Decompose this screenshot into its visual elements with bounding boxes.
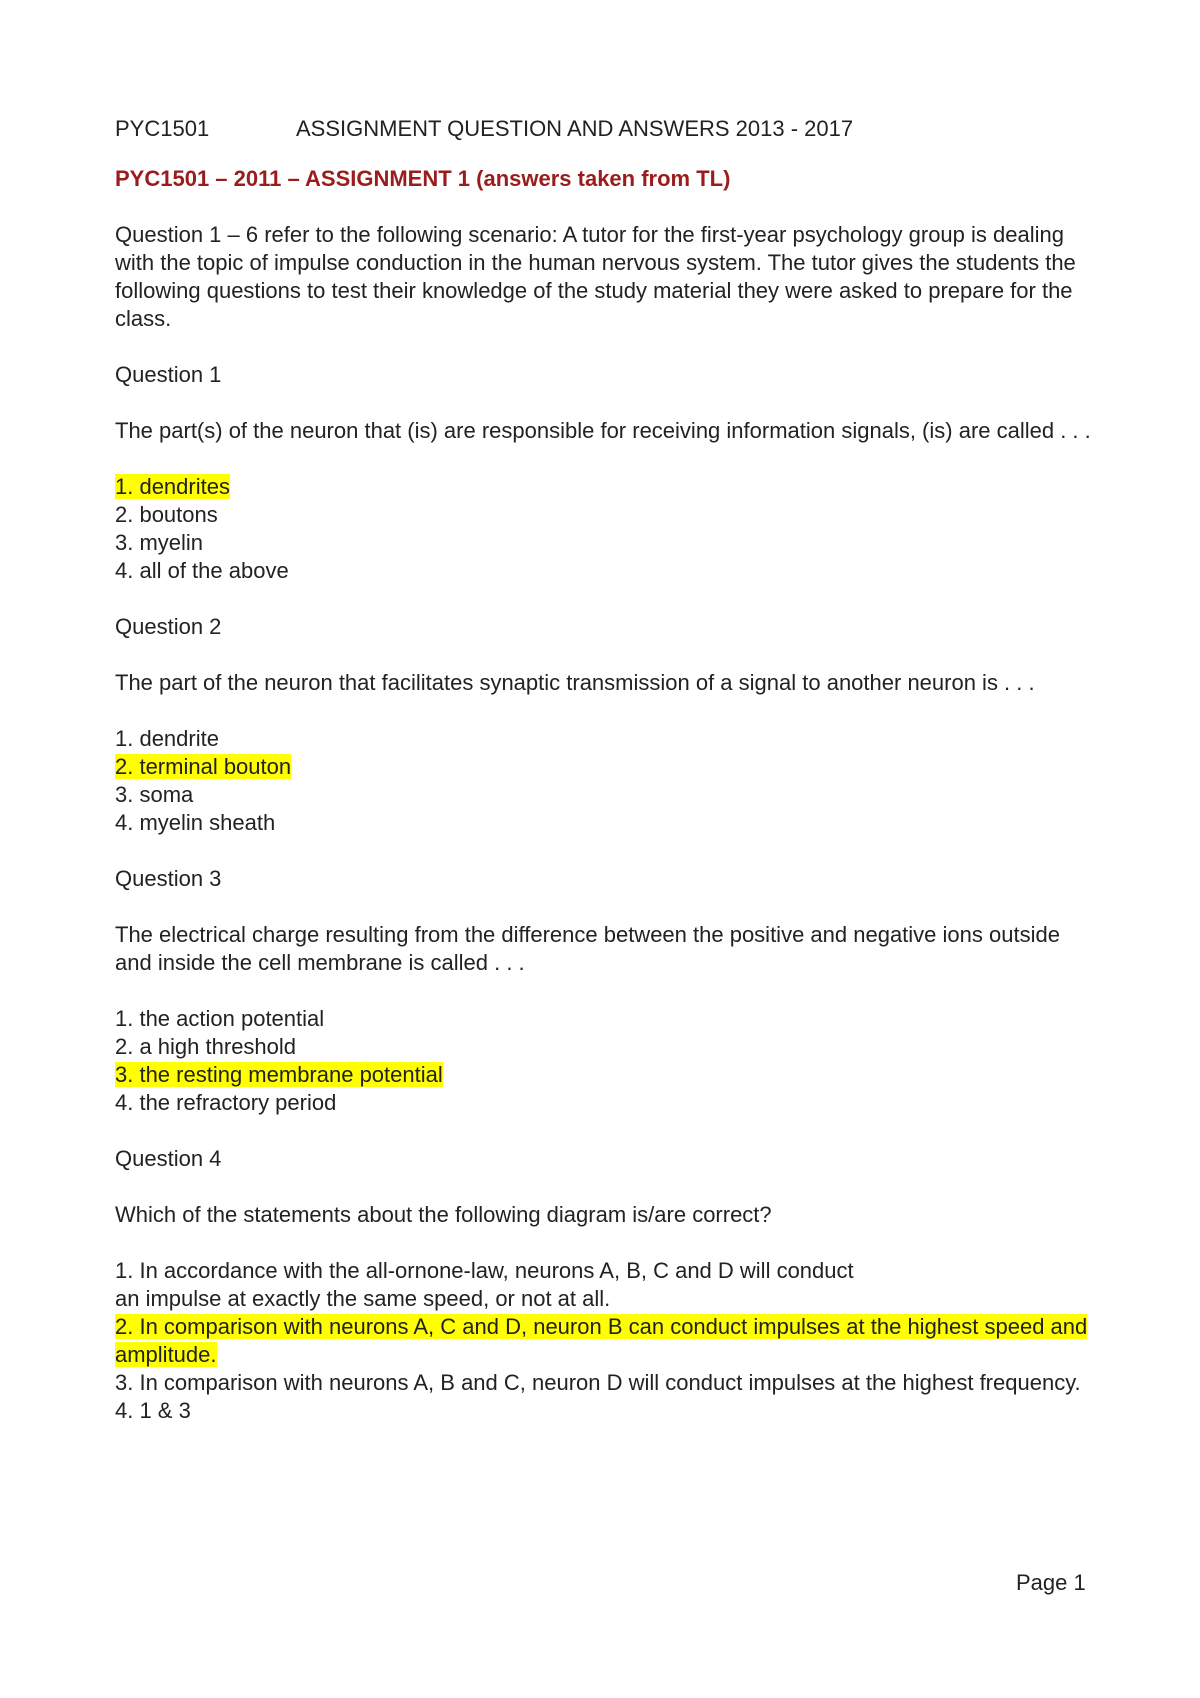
answer-options [115, 725, 1100, 837]
question-text: Which of the statements about the following diagram is/are correct? [115, 1202, 772, 1227]
highlighted-answer: 1. dendrites [115, 474, 230, 499]
answer-options [115, 1257, 1100, 1425]
question-block [115, 361, 1100, 585]
answer-options [115, 1005, 1100, 1117]
answer-option: 4. 1 & 3 [115, 1398, 191, 1423]
question-block [115, 1145, 1100, 1425]
question-heading: Question 1 [115, 362, 222, 387]
answer-options [115, 473, 1100, 585]
course-code: PYC1501 [115, 116, 210, 141]
question-text: The part of the neuron that facilitates synaptic transmission of a signal to another neuron is . . . [115, 670, 1035, 695]
question-block [115, 865, 1100, 1117]
assignment-title: PYC1501 – 2011 – ASSIGNMENT 1 (answers taken from TL) [115, 166, 731, 191]
answer-option: 4. the refractory period [115, 1090, 337, 1115]
scenario-intro: Question 1 – 6 refer to the following scenario: A tutor for the first-year psychology group is dealing with the topic of impulse conduction in the human nervous system. The tutor gives the students the following questions to test their knowledge of the study material they were asked to prepare for the class. [115, 222, 1076, 331]
question-heading: Question 4 [115, 1146, 222, 1171]
answer-option: 1. dendrite [115, 726, 219, 751]
document-header [115, 115, 1100, 143]
answer-option: 1. the action potential [115, 1006, 325, 1031]
answer-option [115, 473, 1100, 501]
question-heading: Question 2 [115, 614, 222, 639]
highlighted-answer: 3. the resting membrane potential [115, 1062, 443, 1087]
answer-option: 3. soma [115, 782, 194, 807]
answer-option: 1. In accordance with the all-ornone-law, neurons A, B, C and D will conduct an impulse at exactly the same speed, or not at all. [115, 1258, 854, 1311]
question-heading: Question 3 [115, 866, 222, 891]
answer-option: 4. myelin sheath [115, 810, 276, 835]
page-number: Page 1 [1016, 1570, 1086, 1595]
answer-option [115, 1313, 1100, 1369]
question-text: The electrical charge resulting from the difference between the positive and negative ions outside and inside the cell membrane is called . . . [115, 922, 1060, 975]
answer-option: 4. all of the above [115, 558, 289, 583]
question-block [115, 613, 1100, 837]
answer-option [115, 753, 1100, 781]
document-heading: ASSIGNMENT QUESTION AND ANSWERS 2013 - 2017 [296, 116, 854, 141]
answer-option: 3. In comparison with neurons A, B and C, neuron D will conduct impulses at the highest frequency. [115, 1370, 1081, 1395]
answer-option [115, 1061, 1100, 1089]
document-page [115, 115, 1100, 1425]
highlighted-answer: 2. terminal bouton [115, 754, 292, 779]
highlighted-answer: 2. In comparison with neurons A, C and D, neuron B can conduct impulses at the highest speed and amplitude. [115, 1314, 1088, 1367]
question-text: The part(s) of the neuron that (is) are responsible for receiving information signals, (is) are called . . . [115, 418, 1091, 443]
answer-option: 3. myelin [115, 530, 204, 555]
answer-option: 2. a high threshold [115, 1034, 297, 1059]
answer-option: 2. boutons [115, 502, 218, 527]
